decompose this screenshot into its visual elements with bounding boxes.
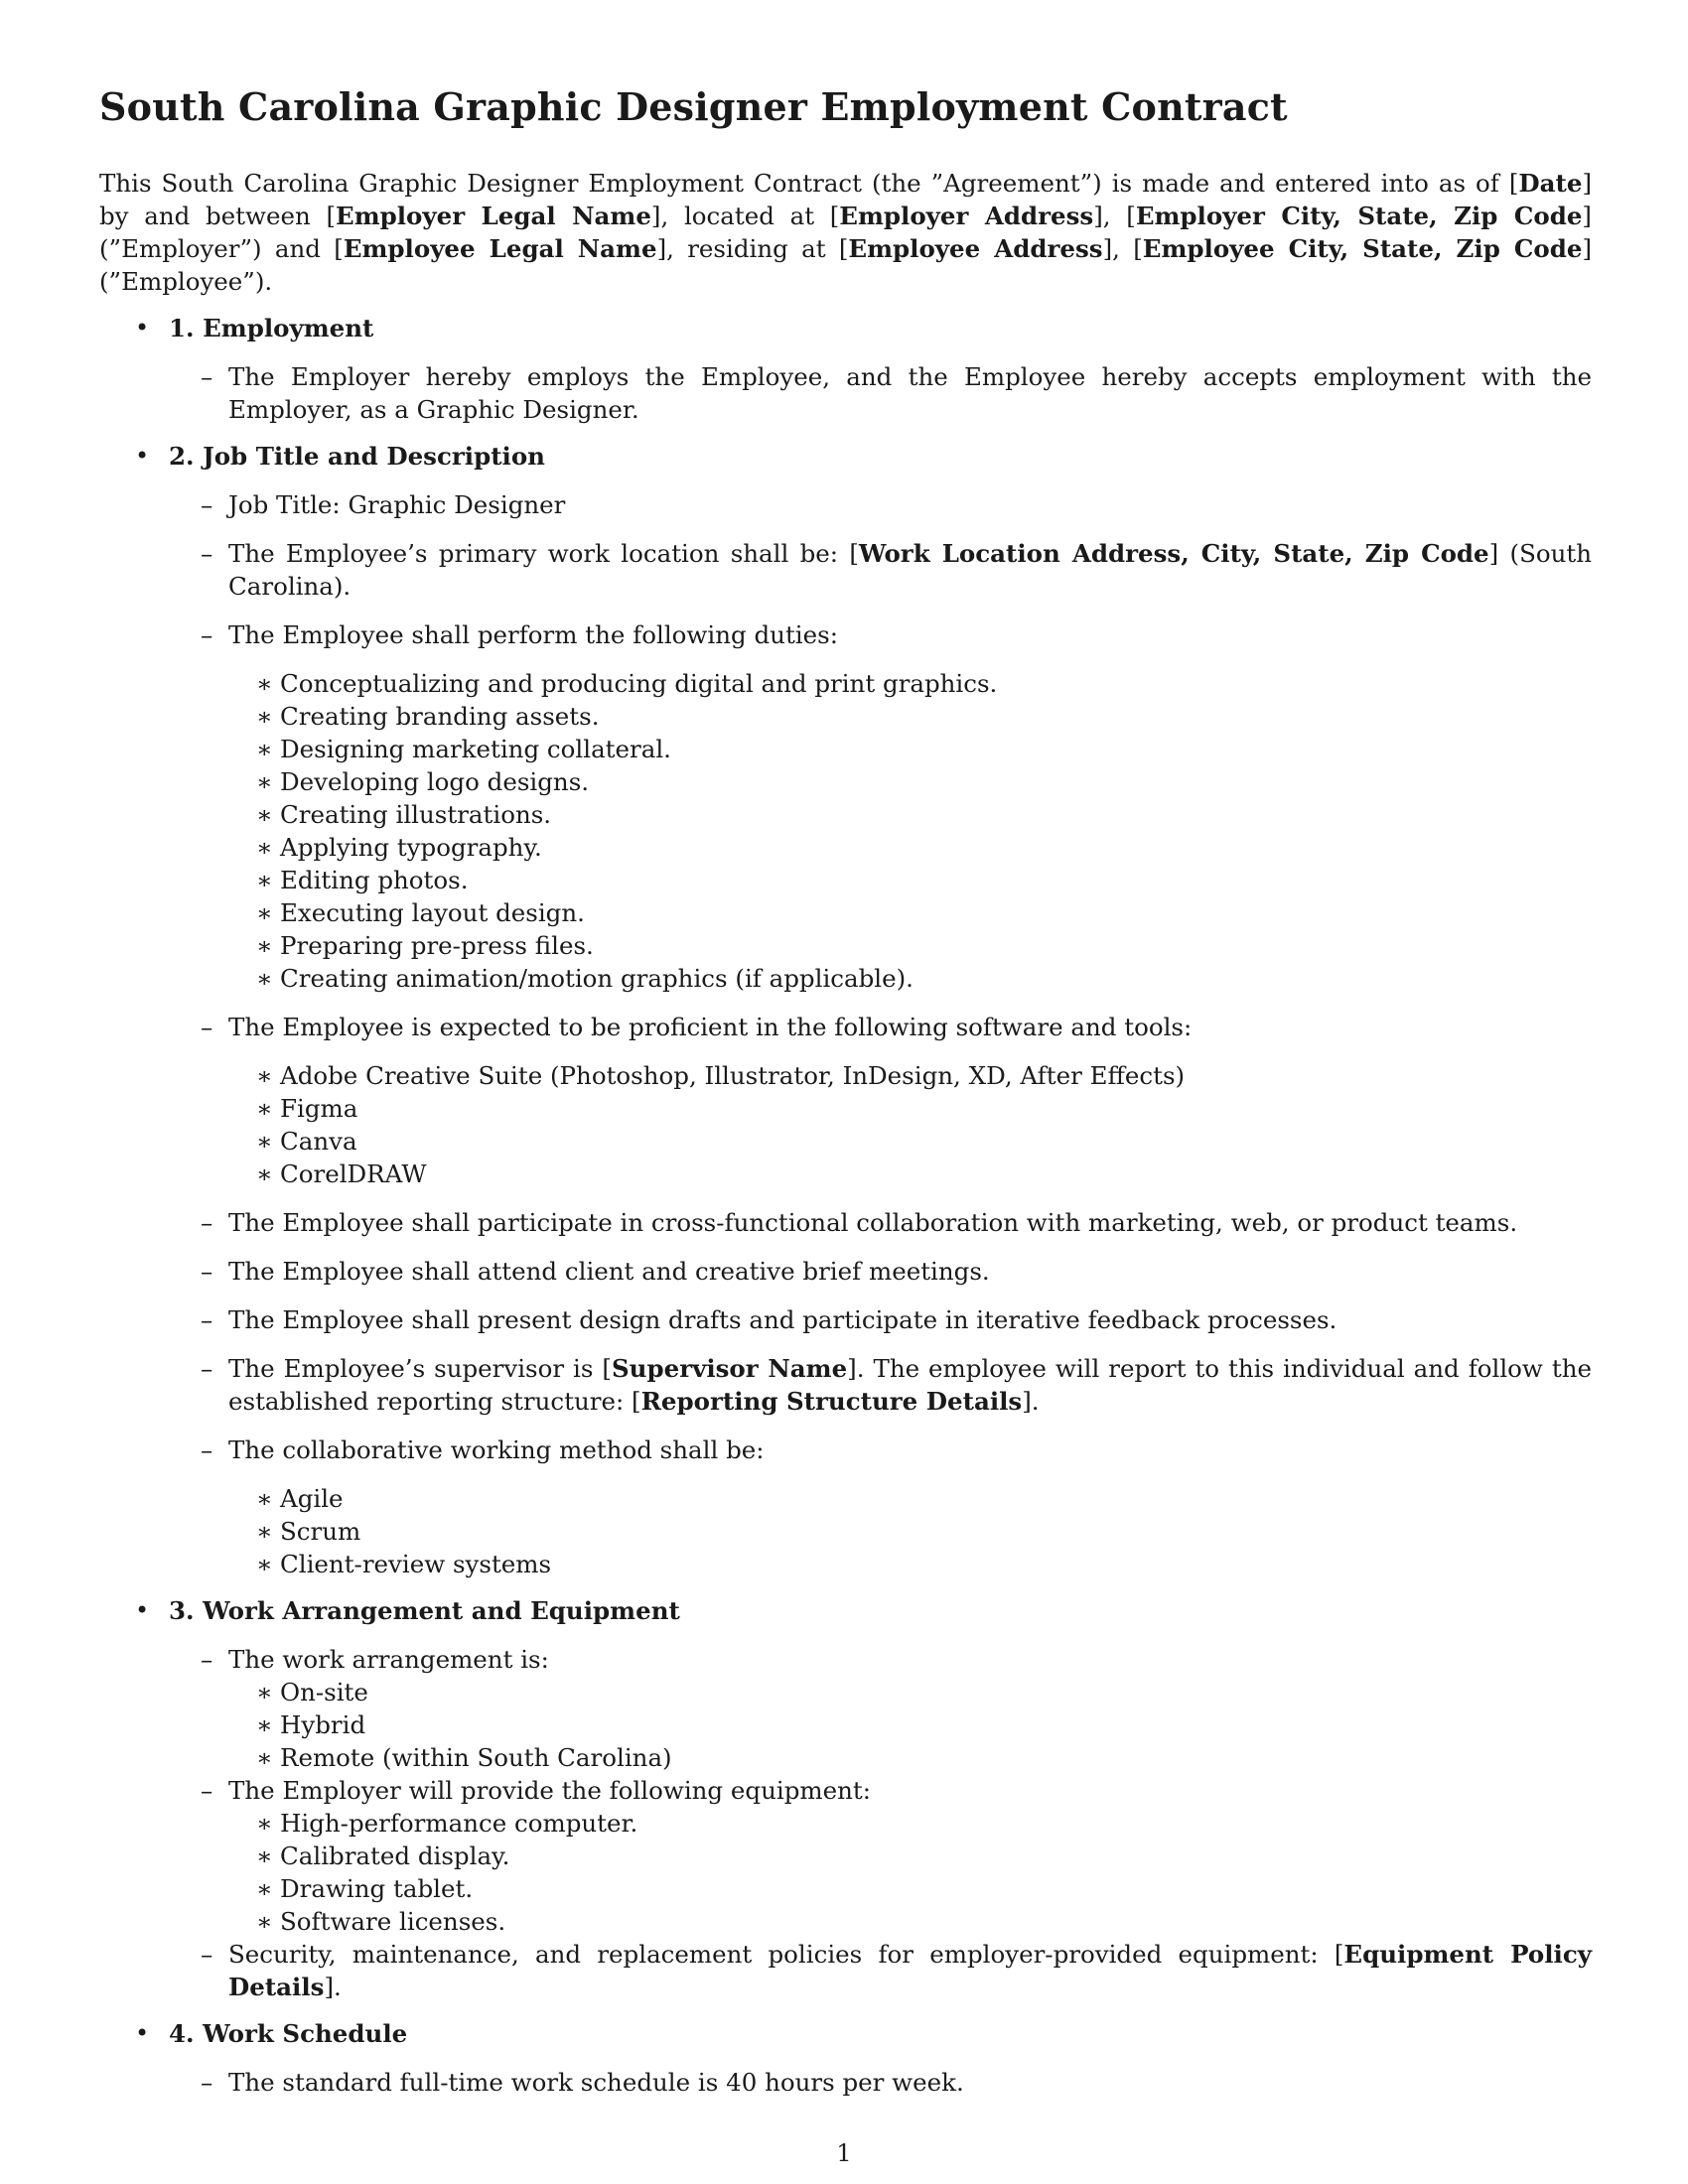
clause: – Job Title: Graphic Designer [169, 488, 1592, 521]
section-work-arrangement [99, 1594, 1592, 2003]
list-item: ∗ Calibrated display. [228, 1840, 1592, 1872]
equipment-list [228, 1807, 1592, 1938]
reporting-structure-field: Reporting Structure Details [640, 1386, 1023, 1416]
intro-text: ] (”Employee”). [99, 233, 1592, 296]
list-item: ∗ Software licenses. [228, 1905, 1592, 1938]
clause: – The Employee shall present design drafts and participate in iterative feedback processes. [169, 1303, 1592, 1336]
equipment-policy-field: Equipment Policy Details [228, 1939, 1592, 2001]
page-number: 1 [836, 2139, 852, 2167]
list-item: ∗ On-site [228, 1676, 1592, 1708]
clause: – The Employee shall attend client and creative brief meetings. [169, 1255, 1592, 1288]
employer-name-field: Employer Legal Name [336, 201, 651, 230]
employee-name-field: Employee Legal Name [343, 233, 657, 263]
section-work-schedule [99, 2017, 1592, 2099]
list-item: ∗ Creating illustrations. [228, 798, 1592, 831]
supervisor-name-field: Supervisor Name [611, 1353, 848, 1383]
section-title: • 1. Employment [169, 313, 374, 342]
document-page [99, 85, 1592, 2099]
clause [169, 1433, 1592, 1580]
intro-text: ], residing at [ [656, 233, 849, 263]
list-item: ∗ Drawing tablet. [228, 1872, 1592, 1905]
intro-paragraph [99, 167, 1592, 298]
employee-city-field: Employee City, State, Zip Code [1142, 233, 1583, 263]
employer-address-field: Employer Address [839, 201, 1094, 230]
intro-text: ] (”Employer”) and [ [99, 201, 1592, 263]
clause [169, 537, 1592, 603]
employer-city-field: Employer City, State, Zip Code [1135, 201, 1583, 230]
clause-list [169, 1774, 1592, 2003]
list-item: ∗ Agile [228, 1482, 1592, 1515]
software-list [228, 1059, 1592, 1190]
list-item: ∗ Developing logo designs. [228, 765, 1592, 798]
list-item: ∗ Conceptualizing and producing digital and print graphics. [228, 667, 1592, 700]
list-item: ∗ Designing marketing collateral. [228, 733, 1592, 765]
list-item: ∗ Canva [228, 1125, 1592, 1158]
clause [169, 1352, 1592, 1418]
intro-text: ], located at [ [650, 201, 840, 230]
section-title: • 3. Work Arrangement and Equipment [169, 1595, 680, 1625]
clause: – The Employer hereby employs the Employee, and the Employee hereby accepts employment with the Employer, as a Graphic Designer. [169, 360, 1592, 426]
clause [169, 1774, 1592, 1938]
intro-text: ] by and between [ [99, 168, 1592, 230]
section-job-title [99, 440, 1592, 1580]
work-location-field: Work Location Address, City, State, Zip Code [858, 538, 1489, 568]
section-title: • 2. Job Title and Description [169, 441, 545, 471]
list-item: ∗ Scrum [228, 1515, 1592, 1548]
clause-text: The Employee is expected to be proficient in the following software and tools: [228, 1012, 1193, 1041]
list-item: ∗ CorelDRAW [228, 1158, 1592, 1190]
section-list [99, 312, 1592, 2099]
intro-text: ], [ [1102, 233, 1143, 263]
list-item: ∗ Adobe Creative Suite (Photoshop, Illustrator, InDesign, XD, After Effects) [228, 1059, 1592, 1092]
clause: – The standard full-time work schedule is 40 hours per week. [169, 2066, 1592, 2099]
clause-list [169, 1643, 1592, 1774]
clause-text: The Employer will provide the following equipment: [228, 1775, 871, 1805]
list-item: ∗ Creating animation/motion graphics (if applicable). [228, 962, 1592, 995]
clause: – The Employee shall participate in cross-functional collaboration with marketing, web, or product teams. [169, 1206, 1592, 1239]
clause-text: The collaborative working method shall be: [228, 1434, 765, 1464]
clause-text: ]. [324, 1972, 342, 2001]
clause-text: The Employee shall perform the following duties: [228, 619, 838, 649]
list-item: ∗ Editing photos. [228, 864, 1592, 896]
arrangement-list [228, 1676, 1592, 1774]
clause-list [169, 2066, 1592, 2099]
employee-address-field: Employee Address [848, 233, 1103, 263]
clause-text: ] (South Carolina). [228, 538, 1593, 601]
duties-list [228, 667, 1592, 995]
list-item: ∗ Client-review systems [228, 1548, 1592, 1580]
list-item: ∗ Hybrid [228, 1708, 1592, 1741]
clause-text: The work arrangement is: [228, 1644, 549, 1674]
clause-text: ]. [1022, 1386, 1040, 1416]
clause-text: ]. The employee will report to this individual and follow the established reporting structure: [ [228, 1353, 1592, 1416]
clause [169, 1643, 1592, 1774]
clause-text: Security, maintenance, and replacement policies for employer-provided equipment: [ [228, 1939, 1344, 1969]
document-title: South Carolina Graphic Designer Employment Contract [99, 84, 1288, 129]
list-item: ∗ Remote (within South Carolina) [228, 1741, 1592, 1774]
list-item: ∗ High-performance computer. [228, 1807, 1592, 1840]
list-item: ∗ Creating branding assets. [228, 700, 1592, 733]
section-title: • 4. Work Schedule [169, 2018, 408, 2048]
clause [169, 1011, 1592, 1190]
list-item: ∗ Preparing pre-press files. [228, 929, 1592, 962]
methods-list [228, 1482, 1592, 1580]
intro-text: This South Carolina Graphic Designer Employment Contract (the ”Agreement”) is made and entered into as of [ [99, 168, 1519, 198]
clause [169, 1938, 1592, 2003]
list-item: ∗ Executing layout design. [228, 896, 1592, 929]
clause-list [169, 360, 1592, 426]
clause-list [169, 488, 1592, 1580]
clause-text: The Employee’s primary work location shall be: [ [228, 538, 859, 568]
intro-text: ], [ [1093, 201, 1136, 230]
list-item: ∗ Applying typography. [228, 831, 1592, 864]
list-item: ∗ Figma [228, 1092, 1592, 1125]
date-field: Date [1518, 168, 1583, 198]
section-employment [99, 312, 1592, 426]
clause [169, 618, 1592, 995]
clause-text: The Employee’s supervisor is [ [228, 1353, 612, 1383]
